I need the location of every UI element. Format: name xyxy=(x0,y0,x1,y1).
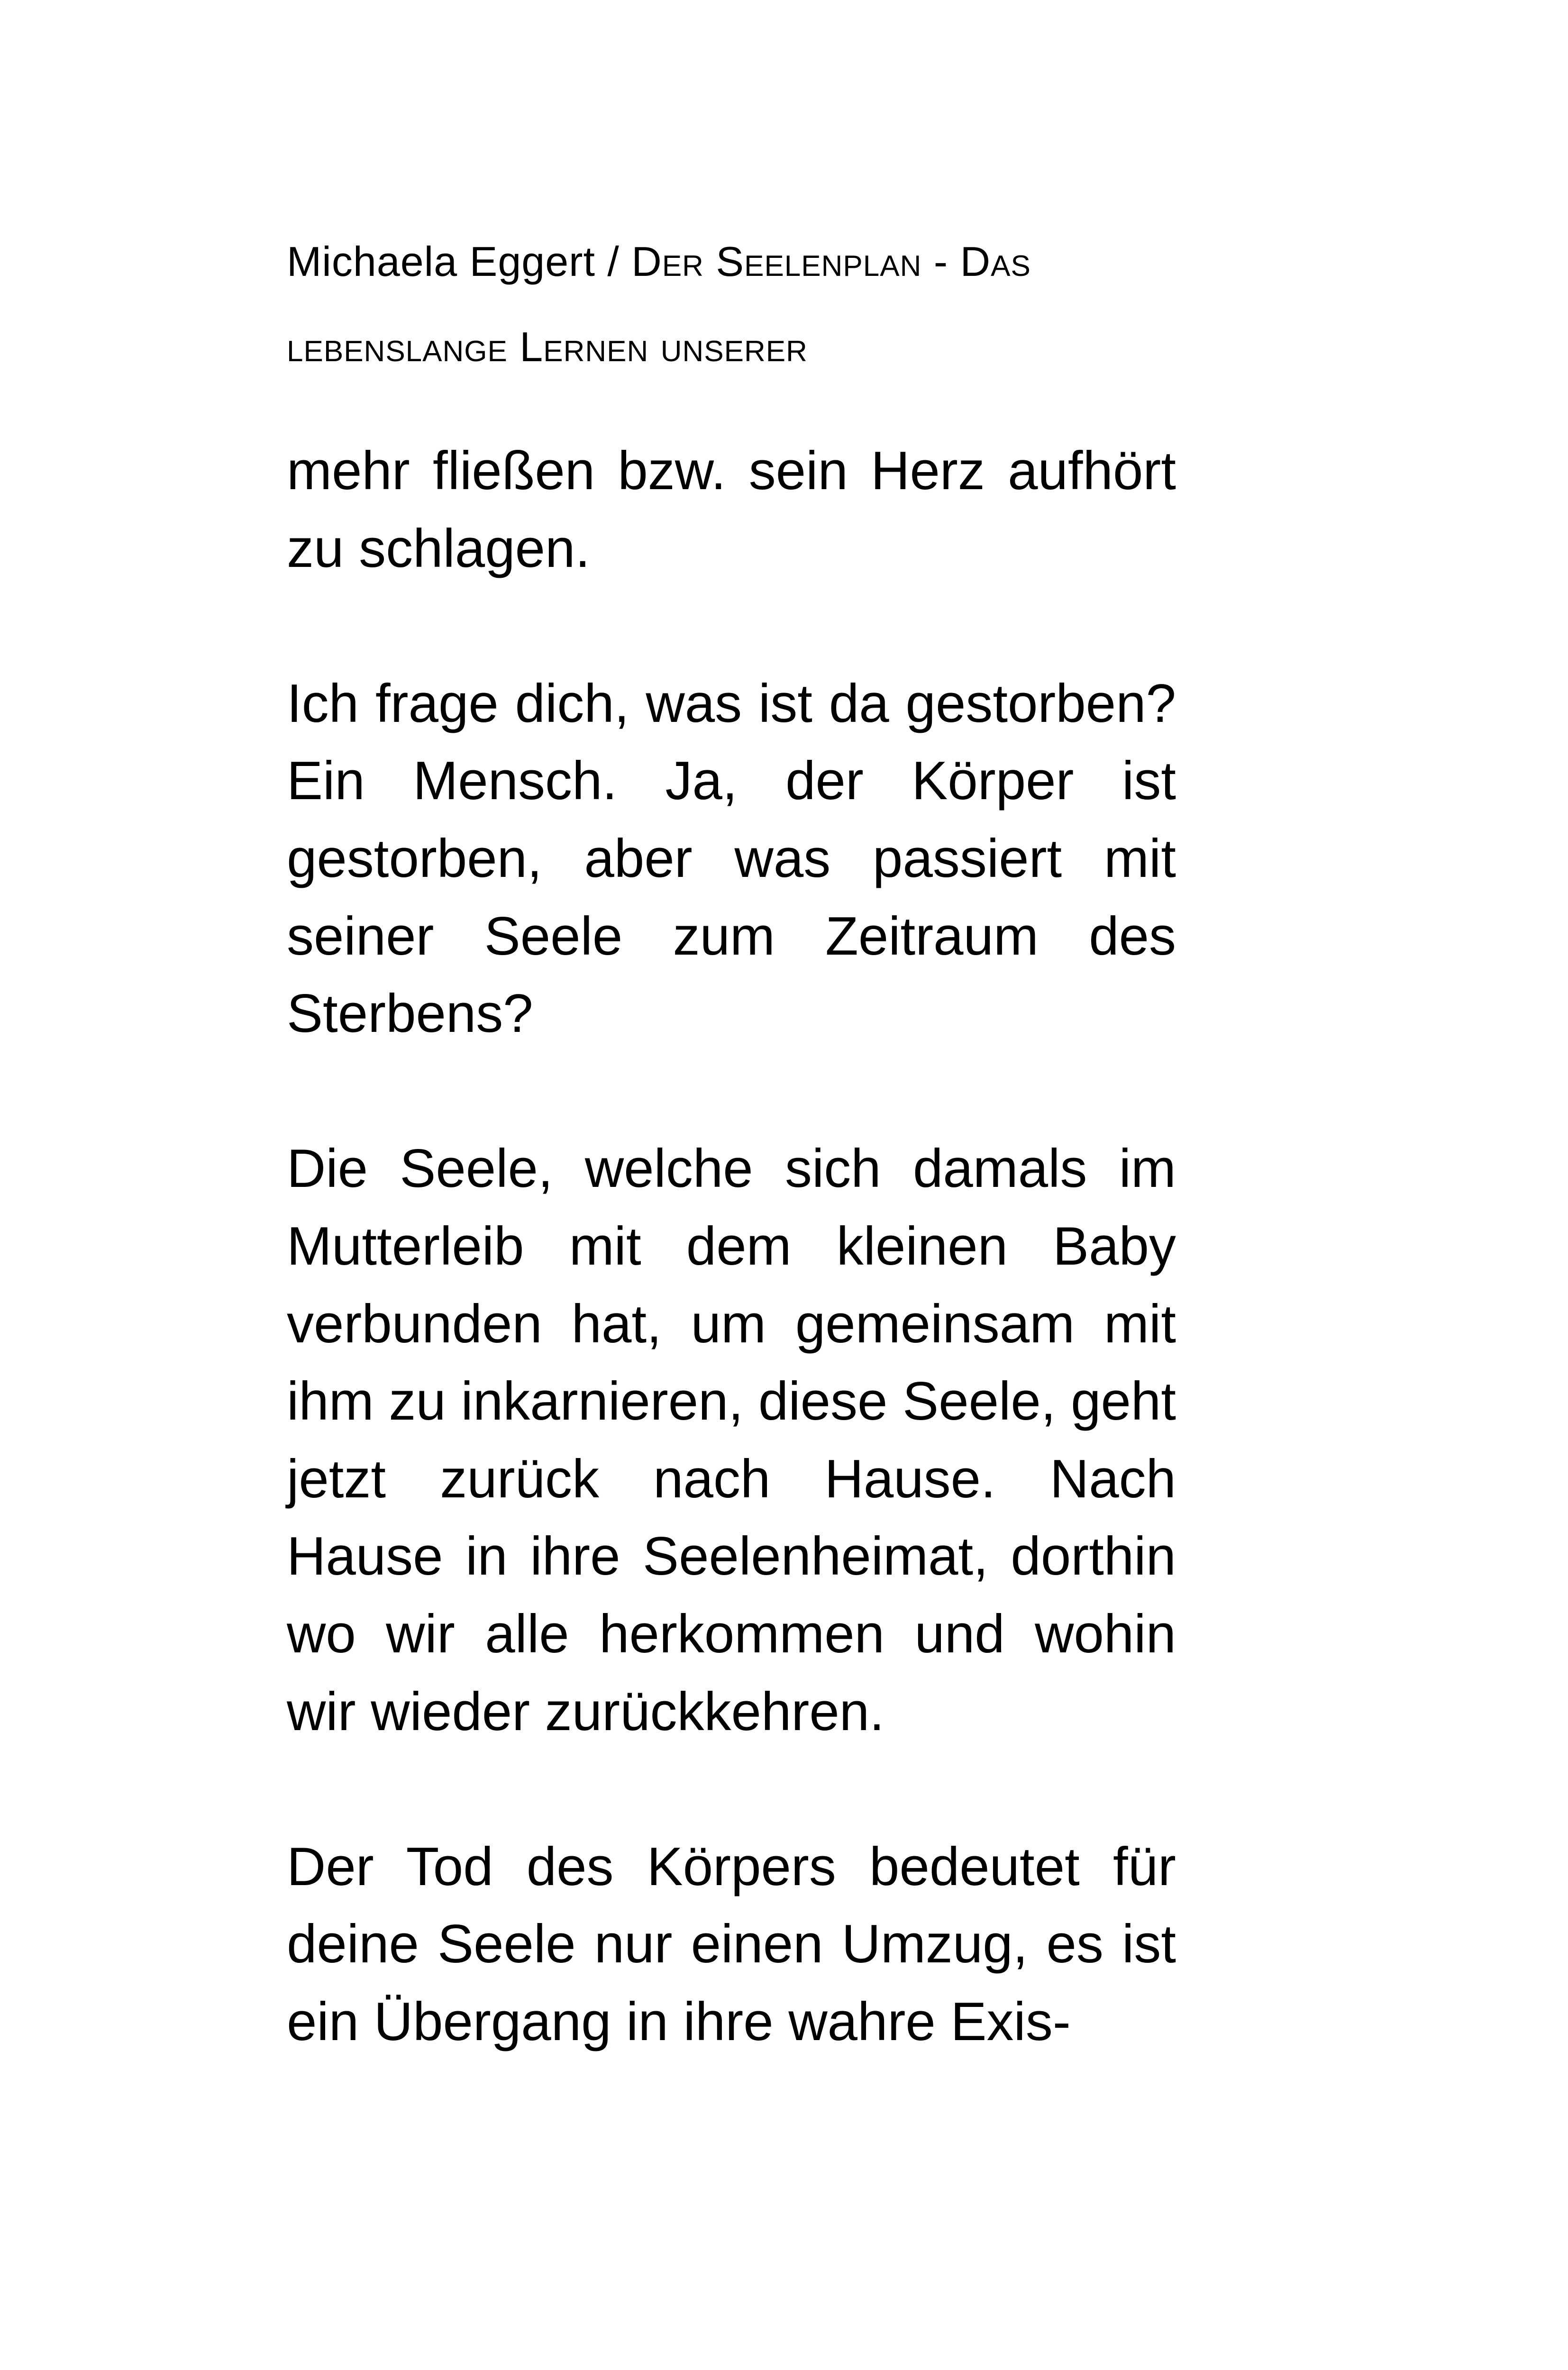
running-header-line-2: lebenslange Lernen unserer xyxy=(287,323,808,370)
running-header xyxy=(287,219,1187,390)
author-name: Michaela Eggert xyxy=(287,238,595,285)
paragraph: Der Tod des Körpers bedeutet für deine Seele nur einen Umzug, es ist ein Übergang in ihre wahre Exis- xyxy=(287,1836,1176,2052)
book-title-part-1: Der Seelenplan - Das xyxy=(631,238,1031,285)
body-text xyxy=(287,432,1176,2138)
paragraph: mehr fließen bzw. sein Herz aufhört zu schlagen. xyxy=(287,441,1176,579)
paragraph: Ich frage dich, was ist da gestorben? Ein Mensch. Ja, der Körper ist gestorben, aber was passiert mit seiner Seele zum Zeitraum des Sterbens? xyxy=(287,673,1176,1044)
paragraph: Die Seele, welche sich damals im Mutterleib mit dem kleinen Baby verbunden hat, um gemeinsam mit ihm zu inkarnieren, diese Seele, geht jetzt zurück nach Hause. Nach Hause in ihre Seelenheimat, dorthin wo wir alle herkommen und wohin wir wieder zurückkehren. xyxy=(287,1139,1176,1742)
header-separator: / xyxy=(595,238,632,285)
running-header-line-1 xyxy=(287,219,1187,304)
